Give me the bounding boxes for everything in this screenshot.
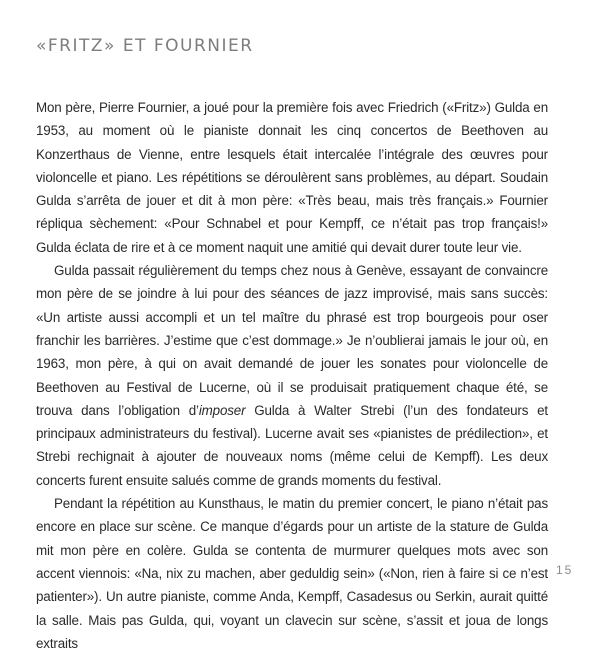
body-text [36, 96, 548, 655]
paragraph-2-text-b: Gulda à Walter Strebi (l’un des fondateurs et principaux administrateurs du festival). Lucerne avait ses «pianistes de prédilection», et Strebi rechignait à ajouter de nouveaux noms (même celui de Kempff). Les deux concerts furent ensuite salués comme de grands moments du festival. [36, 402, 548, 488]
paragraph-2 [36, 259, 548, 492]
chapter-title: «FRITZ» ET FOURNIER [36, 36, 254, 56]
paragraph-2-emphasis: imposer [198, 402, 246, 418]
paragraph-1 [36, 96, 548, 259]
paragraph-3 [36, 492, 548, 655]
page-number: 15 [556, 563, 574, 577]
paragraph-2-text-a: Gulda passait régulièrement du temps chez nous à Genève, essayant de convaincre mon père de se joindre à lui pour des séances de jazz improvisé, mais sans succès: «Un artiste aussi accompli et un tel maître du phrasé est trop bourgeois pour oser franchir les barrières. J’estime que c’est dommage.» Je n’oublierai jamais le jour où, en 1963, mon père, à qui on avait demandé de jouer les sonates pour violoncelle de Beethoven au Festival de Lucerne, où il se produisait pratiquement chaque été, se trouva dans l’obligation d’ [36, 263, 548, 418]
paragraph-1-text: Mon père, Pierre Fournier, a joué pour la première fois avec Friedrich («Fritz») Gulda en 1953, au moment où le pianiste donnait les cinq concertos de Beethoven au Konzerthaus de Vienne, entre lesquels était intercalée l’intégrale des œuvres pour violoncelle et piano. Les répétitions se déroulèrent sans problèmes, au départ. Soudain Gulda s’arrêta de jouer et dit à mon père: «Très beau, mais très français.» Fournier répliqua sèchement: «Pour Schnabel et pour Kempff, ce n’était pas trop français!» Gulda éclata de rire et à ce moment naquit une amitié qui devait durer toute leur vie. [36, 100, 548, 255]
paragraph-3-text: Pendant la répétition au Kunsthaus, le matin du premier concert, le piano n’était pas encore en place sur scène. Ce manque d’égards pour un artiste de la stature de Gulda mit mon père en colère. Gulda se contenta de murmurer quelques mots avec son accent viennois: «Na, nix zu machen, aber geduldig sein» («Non, rien à faire si ce n’est patienter»). Un autre pianiste, comme Anda, Kempff, Casadesus ou Serkin, aurait quitté la salle. Mais pas Gulda, qui, voyant un clavecin sur scène, s’assit et joua de longs extraits [36, 496, 548, 651]
